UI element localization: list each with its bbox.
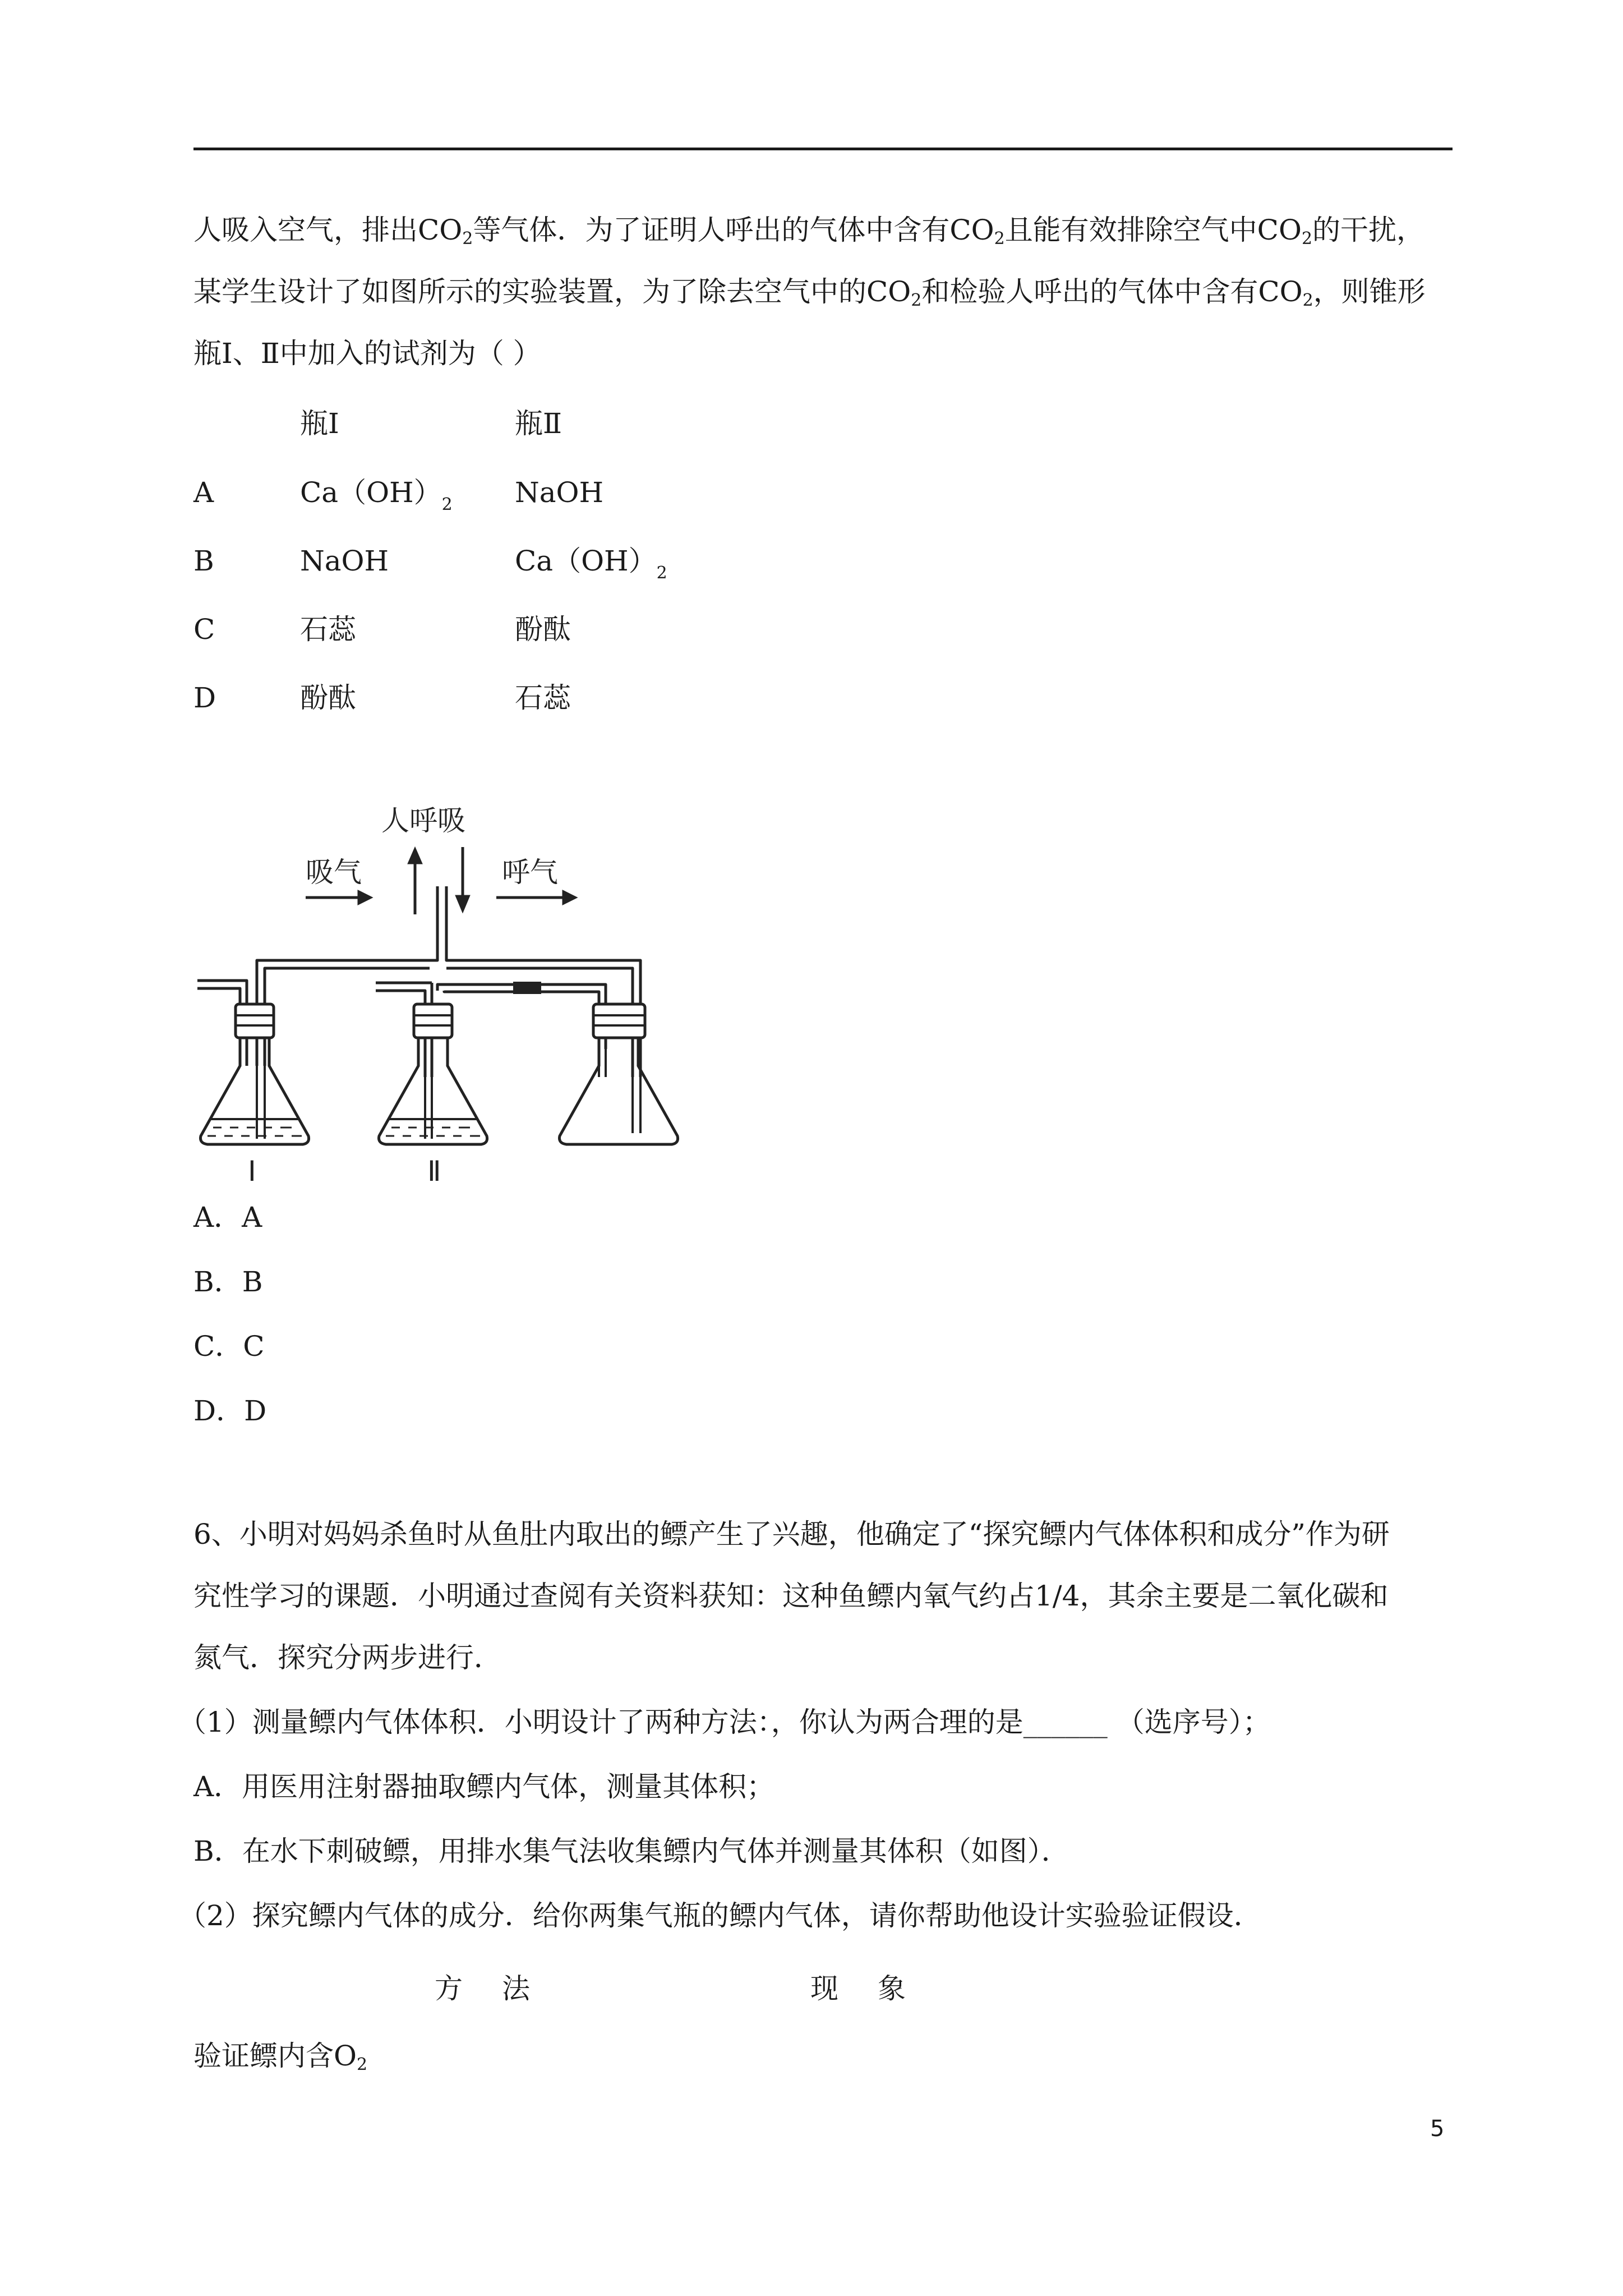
table-header-method: 方法	[435, 1972, 569, 2005]
table-cell-bottle-1: NaOH	[300, 545, 389, 577]
q5-stem-line-1: 人吸入空气，排出$CO_2$等气体．为了证明人呼出的气体中含有$CO_2$且能有效排除空气中$CO_2$的干扰，	[193, 214, 1425, 249]
q6-method-a: A．用医用注射器抽取鳔内气体，测量其体积；	[193, 1770, 775, 1803]
page-number: 5	[1430, 2116, 1445, 2142]
figure-label-inhale: 吸气	[306, 856, 362, 889]
table-cell-bottle-2: 酚酞	[515, 613, 571, 646]
option-c: C．C	[193, 1330, 265, 1363]
table-row-label: B	[193, 545, 214, 577]
flask-3-icon	[560, 1004, 678, 1144]
table-cell-bottle-2: 石蕊	[515, 682, 571, 714]
table-cell-bottle-1: 石蕊	[300, 613, 356, 646]
q6-stem-line-1: 6、小明对妈妈杀鱼时从鱼肚内取出的鳔产生了兴趣，他确定了“探究鳔内气体体积和成分”作为研	[193, 1518, 1390, 1550]
table-cell-bottle-2: NaOH	[515, 476, 604, 509]
flask-1-label: Ⅰ	[248, 1155, 256, 1188]
flask-2-label: Ⅱ	[427, 1155, 441, 1188]
q6-stem-line-2: 究性学习的课题．小明通过查阅有关资料获知：这种鱼鳔内氧气约占1/4，其余主要是二氧化碳和	[193, 1580, 1389, 1612]
q5-stem-line-2: 某学生设计了如图所示的实验装置，为了除去空气中的$CO_2$和检验人呼出的气体中含有$CO_2$，则锥形	[193, 275, 1426, 310]
q6-method-b: B．在水下刺破鳔，用排水集气法收集鳔内气体并测量其体积（如图）．	[193, 1835, 1069, 1867]
table-cell-bottle-1: 酚酞	[300, 682, 356, 714]
table-header-bottle-2: 瓶Ⅱ	[515, 407, 562, 440]
figure-label-exhale: 呼气	[502, 856, 558, 889]
table-header-phenomenon: 现象	[810, 1972, 945, 2005]
table-row-label: C	[193, 613, 215, 646]
q6-stem-line-3: 氮气．探究分两步进行．	[193, 1641, 502, 1674]
flask-1-icon	[201, 1004, 309, 1144]
table-row-label: A	[193, 476, 214, 509]
apparatus-figure	[191, 785, 707, 1200]
q6-row-verify-o2: 验证鳔内含$O_2$	[193, 2040, 368, 2074]
option-d: D．D	[193, 1395, 267, 1427]
table-header-bottle-1: 瓶Ⅰ	[300, 407, 339, 440]
option-b: B．B	[193, 1266, 263, 1298]
q6-part-1: （1）测量鳔内气体体积．小明设计了两种方法：，你认为两合理的是______ （选序号）；	[178, 1706, 1271, 1738]
option-a: A．A	[193, 1201, 262, 1234]
table-cell-bottle-1: $Ca(OH)_2$	[300, 476, 453, 514]
header-rule	[193, 148, 1453, 150]
figure-label-breathing: 人呼吸	[381, 804, 465, 837]
table-row-label: D	[193, 682, 216, 714]
q6-part-2: （2）探究鳔内气体的成分．给你两集气瓶的鳔内气体，请你帮助他设计实验验证假设．	[178, 1899, 1262, 1932]
table-cell-bottle-2: $Ca(OH)_2$	[515, 545, 667, 583]
q5-stem-line-3: 瓶Ⅰ、Ⅱ中加入的试剂为（ ）	[193, 337, 541, 370]
